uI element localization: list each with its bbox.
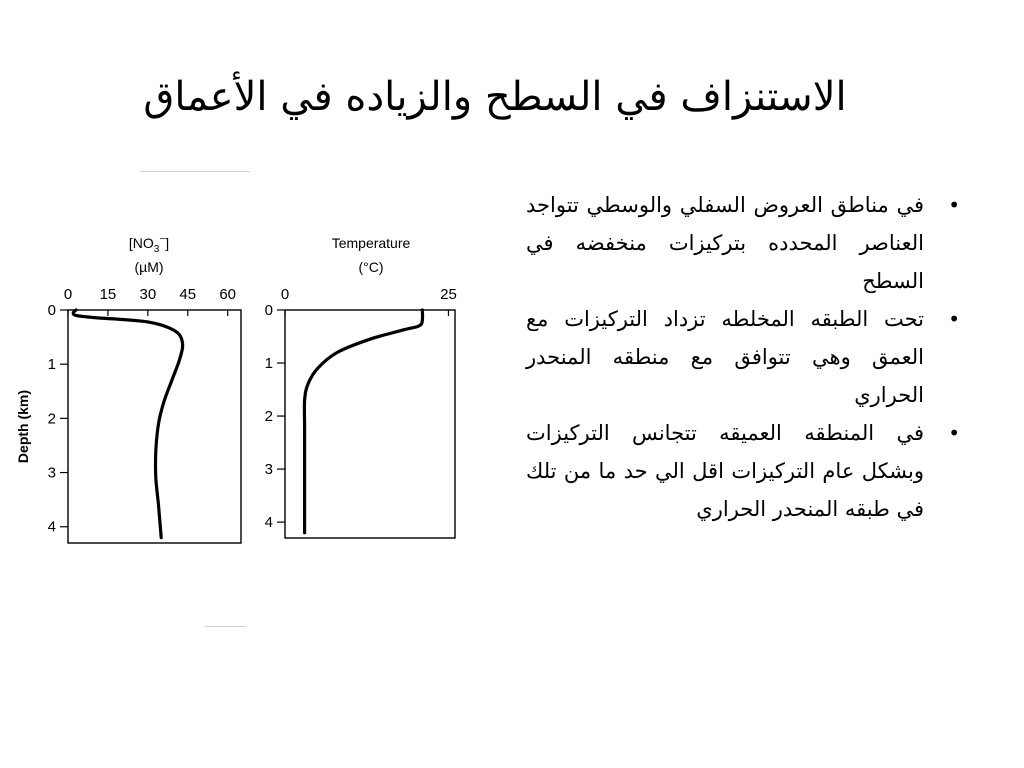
x-tick-label: 0 (63, 286, 73, 303)
plot-frame (68, 310, 241, 543)
slide-title: الاستنزاف في السطح والزياده في الأعماق (143, 74, 847, 120)
bullet-dot: • (948, 307, 960, 331)
y-tick-label: 4 (264, 514, 273, 532)
depth-profile-charts (0, 150, 500, 640)
y-tick-label: 2 (47, 410, 56, 428)
chart-title-line2: (°C) (358, 259, 384, 275)
chart-title-line2: (µM) (134, 259, 164, 275)
bullet-dot: • (948, 421, 960, 445)
profile-line (73, 310, 182, 538)
bullet-item (526, 300, 966, 414)
x-tick-label: 15 (99, 286, 117, 303)
x-tick-label: 0 (280, 286, 290, 303)
x-tick-label: 60 (219, 286, 237, 303)
bullet-text: في المنطقه العميقه تتجانس التركيزات وبشكل عام التركيزات اقل الي حد ما من تلك في طبقه المنحدر الحراري (526, 421, 924, 521)
y-tick-label: 1 (264, 355, 273, 373)
y-tick-label: 2 (264, 408, 273, 426)
y-tick-label: 3 (264, 461, 273, 479)
profile-line (304, 310, 422, 533)
bullet-item (526, 186, 966, 300)
bullet-list (526, 186, 966, 528)
plot-frame (285, 310, 455, 538)
bullet-item (526, 414, 966, 528)
profile-figure (0, 150, 500, 640)
bullet-text: تحت الطبقه المخلطه تزداد التركيزات مع العمق وهي تتوافق مع منطقه المنحدر الحراري (526, 307, 924, 407)
y-tick-label: 1 (47, 356, 56, 374)
x-tick-label: 30 (139, 286, 157, 303)
bullet-dot: • (948, 193, 960, 217)
y-tick-label: 0 (264, 302, 273, 319)
x-tick-label: 25 (440, 286, 457, 303)
bullet-text: في مناطق العروض السفلي والوسطي تتواجد العناصر المحدده بتركيزات منخفضه في السطح (526, 193, 924, 293)
y-tick-label: 4 (47, 518, 56, 536)
y-tick-label: 3 (47, 464, 56, 482)
chart-title-line1: Temperature (331, 235, 411, 251)
y-tick-label: 0 (47, 302, 56, 319)
x-tick-label: 45 (179, 286, 197, 303)
y-axis-label: Depth (km) (15, 389, 31, 464)
chart-title-line1: $[NO_3^-]$ (128, 234, 170, 255)
